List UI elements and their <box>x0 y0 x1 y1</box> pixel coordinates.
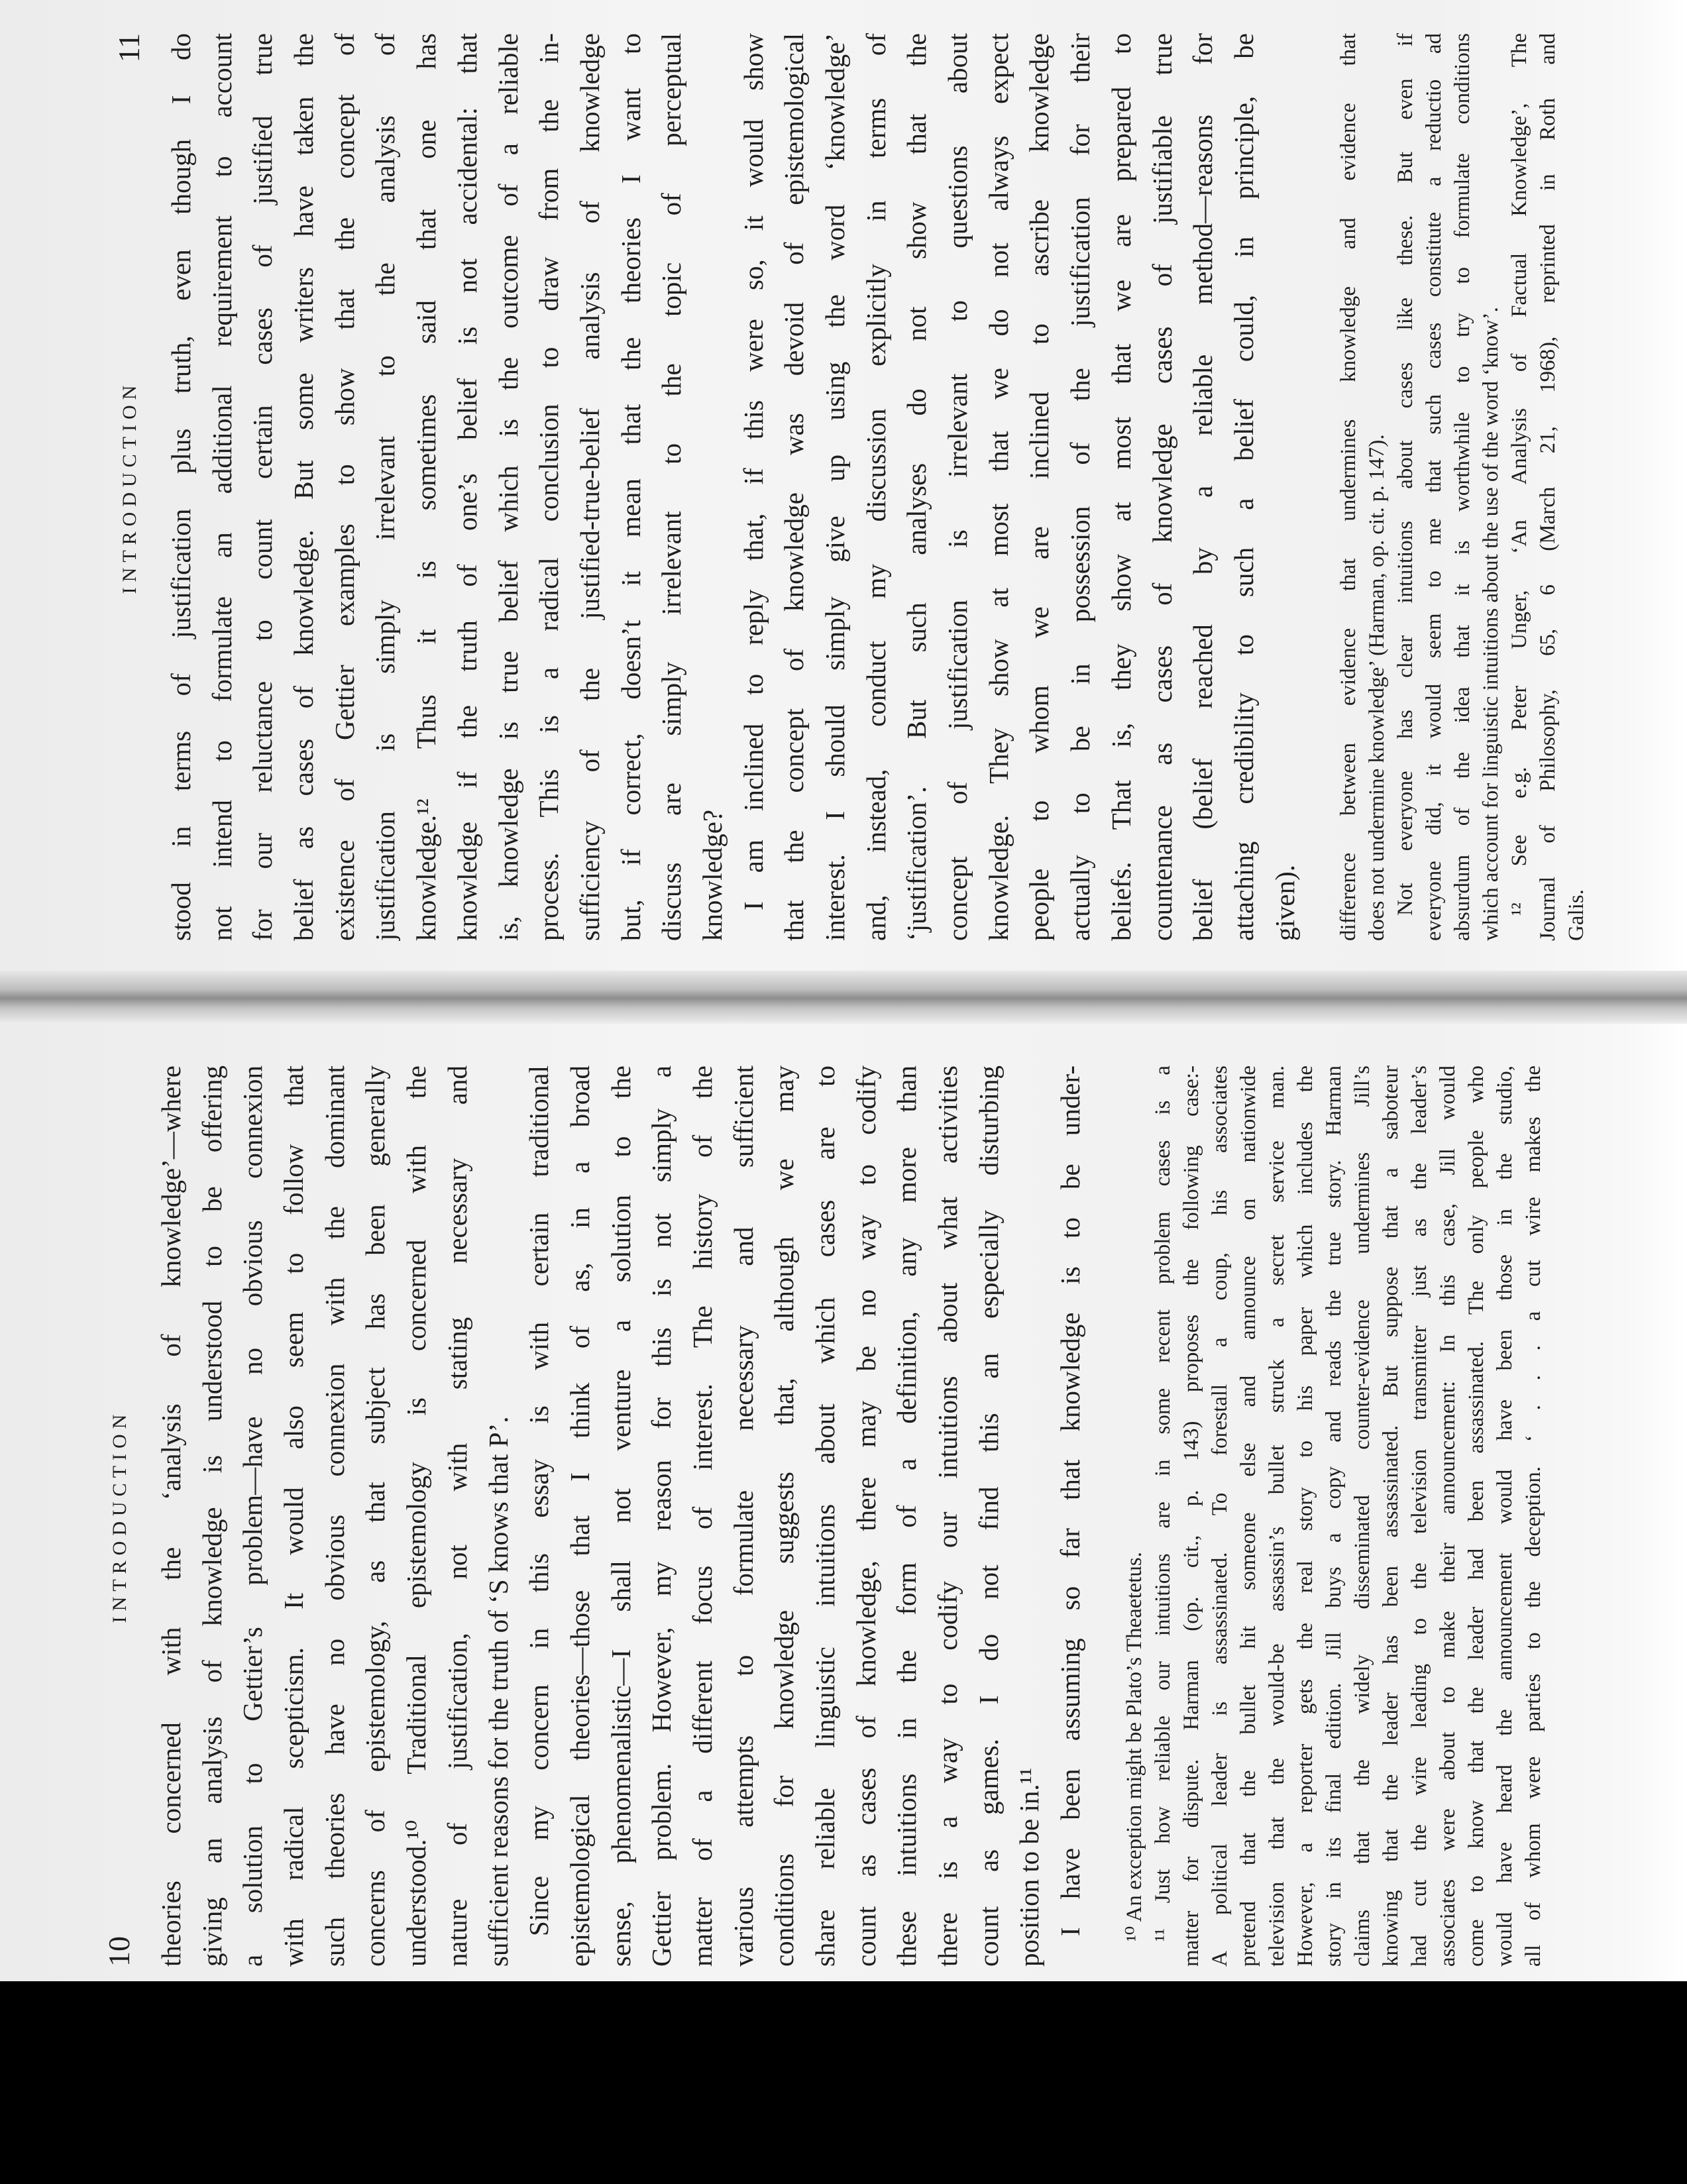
footnote-line: However, a reporter gets the real story to his paper which includes the <box>1293 1065 1317 1967</box>
text-line: people to whom we are inclined to ascribe knowledge <box>1024 33 1055 941</box>
book-gutter-shadow <box>0 971 1687 1024</box>
footnote-line: claims that the widely disseminated counter-evidence undermines Jill’s <box>1350 1065 1374 1967</box>
footnote-line: ¹² See e.g. Peter Unger, ‘An Analysis of Factual Knowledge’, The <box>1507 33 1532 916</box>
text-line: count as cases of knowledge, there may be no way to codify <box>850 1065 881 1967</box>
running-head-title: INTRODUCTION <box>109 1409 131 1623</box>
text-line: ‘justification’. But such analyses do not show that the <box>901 33 932 941</box>
text-line: belief as cases of knowledge. But some writers have taken the <box>288 33 319 941</box>
text-line: interest. I should simply give up using the word ‘knowledge’ <box>820 33 850 941</box>
text-line: I have been assuming so far that knowledge is to be under- <box>1055 1065 1086 1936</box>
text-line: concerns of epistemology, as that subject has been generally <box>360 1065 391 1967</box>
text-line: with radical scepticism. It would also seem to follow that <box>278 1065 309 1967</box>
footnote-line: story in its final edition. Jill buys a copy and reads the true story. Harman <box>1321 1065 1346 1967</box>
left-page <box>99 1065 1548 1967</box>
footnote-line: which account for linguistic intuitions about the use of the word ‘know’. <box>1479 307 1503 941</box>
text-line: various attempts to formulate necessary and sufficient <box>728 1065 759 1967</box>
footnote-line: come to know that the leader had been assassinated. The only people who <box>1464 1065 1488 1967</box>
text-line: beliefs. That is, they show at most that we are prepared to <box>1105 33 1136 941</box>
footnote-line: television that the would-be assassin’s bullet struck a secret service man. <box>1264 1065 1289 1967</box>
footnotes <box>1120 1065 1548 1967</box>
text-line: nature of justification, not with stating necessary and <box>441 1065 472 1967</box>
text-line: actually to be in possession of the justification for their <box>1065 33 1096 941</box>
text-line: existence of Gettier examples to show that the concept of <box>329 33 360 941</box>
footnote-line: all of whom were parties to the deception. ‘ . . . a cut wire makes the <box>1521 1065 1545 1967</box>
text-line: sense, phenomenalistic—I shall not venture a solution to the <box>605 1065 636 1967</box>
text-line: matter of a different focus of interest. The history of the <box>686 1065 718 1967</box>
text-line: concept of justification is irrelevant to questions about <box>942 33 973 941</box>
footnote-line: does not undermine knowledge’ (Harman, op. cit. p. 147). <box>1365 434 1389 941</box>
text-line: knowledge if the truth of one’s belief is not accidental: that <box>451 33 482 941</box>
text-line: not intend to formulate an additional requirement to account <box>206 33 237 941</box>
text-line: Since my concern in this essay is with certain traditional <box>523 1065 555 1936</box>
footnote-line: difference between evidence that undermines knowledge and evidence that <box>1336 33 1361 941</box>
text-line: conditions for knowledge suggests that, although we may <box>769 1065 800 1967</box>
text-line: attaching credibility to such a belief could, in principle, be <box>1228 33 1259 941</box>
text-line: knowledge. They show at most that we do not always expect <box>983 33 1014 941</box>
running-head-title: INTRODUCTION <box>119 380 140 594</box>
text-line: discuss are simply irrelevant to the topic of perceptual <box>656 33 687 941</box>
text-line: I am inclined to reply that, if this were so, it would show <box>737 33 769 910</box>
running-header <box>99 1065 139 1967</box>
text-line: a solution to Gettier’s problem—have no obvious connexion <box>237 1065 268 1967</box>
body-text <box>151 1065 1091 1967</box>
footnote-line: absurdum of the idea that it is worthwhile to try to formulate conditions <box>1450 33 1475 941</box>
text-line: justification is simply irrelevant to the analysis of <box>370 33 401 941</box>
text-line: sufficient reasons for the truth of ‘S knows that P’. <box>482 1416 514 1967</box>
text-line: stood in terms of justification plus truth, even though I do <box>166 33 196 941</box>
page-number: 10 <box>102 1936 136 1967</box>
footnote-line: Not everyone has clear intuitions about cases like these. But even if <box>1393 33 1418 916</box>
text-line: theories concerned with the ‘analysis of knowledge’—where <box>156 1065 186 1967</box>
footnote-line: A political leader is assassinated. To forestall a coup, his associates <box>1207 1065 1232 1967</box>
footnote-line: everyone did, it would seem to me that such cases constitute a reductio ad <box>1422 33 1446 941</box>
footnote-line: ¹¹ Just how reliable our intuitions are in some recent problem cases is a <box>1150 1065 1175 1941</box>
text-line: position to be in.¹¹ <box>1014 1767 1045 1967</box>
text-line: there is a way to codify our intuitions about what activities <box>932 1065 963 1967</box>
text-line: giving an analysis of knowledge is understood to be offering <box>196 1065 227 1967</box>
text-line: is, knowledge is true belief which is the outcome of a reliable <box>492 33 523 941</box>
text-line: sufficiency of the justified-true-belief analysis of knowledge <box>574 33 605 941</box>
footnote-line: pretend that the bullet hit someone else and announce on nationwide <box>1236 1065 1260 1967</box>
text-line: for our reluctance to count certain cases of justified true <box>247 33 278 941</box>
text-line: epistemological theories—those that I think of as, in a broad <box>564 1065 595 1967</box>
text-line: that the concept of knowledge was devoid of epistemological <box>779 33 810 941</box>
footnote-separator <box>1091 1065 1120 1967</box>
text-line: such theories have no obvious connexion with the dominant <box>319 1065 350 1967</box>
footnotes <box>1334 33 1591 941</box>
text-line: and, instead, conduct my discussion explicitly in terms of <box>860 33 891 941</box>
text-line: given). <box>1269 865 1300 941</box>
footnote-separator <box>1305 33 1334 941</box>
text-line: process. This is a radical conclusion to draw from the in- <box>533 33 565 941</box>
text-line: but, if correct, doesn’t it mean that the theories I want to <box>615 33 646 941</box>
text-line: share reliable linguistic intuitions about which cases are to <box>810 1065 840 1967</box>
footnote-line: knowing that the leader has been assassinated. But suppose that a saboteur <box>1378 1065 1403 1967</box>
footnote-line: ¹⁰ An exception might be Plato’s Theaetetus. <box>1122 1552 1146 1941</box>
footnote-line: had cut the wire leading to the television transmitter just as the leader’s <box>1407 1065 1431 1967</box>
footnote-line: matter for dispute. Harman (op. cit., p. 143) proposes the following case:- <box>1179 1065 1203 1967</box>
text-line: count as games. I do not find this an especially disturbing <box>973 1065 1004 1967</box>
text-line: Gettier problem. However, my reason for this is not simply a <box>646 1065 677 1967</box>
text-line: these intuitions in the form of a definition, any more than <box>891 1065 922 1967</box>
footnote-line: Galis. <box>1564 889 1589 941</box>
text-line: knowledge.¹² Thus it is sometimes said that one has <box>411 33 442 941</box>
text-line: understood.¹⁰ Traditional epistemology is concerned with the <box>401 1065 432 1967</box>
running-header <box>109 33 149 941</box>
body-text <box>161 33 1305 941</box>
footnote-line: would have heard the announcement would have been those in the studio, <box>1492 1065 1517 1967</box>
page-number: 11 <box>112 33 146 63</box>
footnote-line: associates were about to make their announcement: In this case, Jill would <box>1435 1065 1460 1967</box>
text-line: belief (belief reached by a reliable method—reasons for <box>1187 33 1219 941</box>
text-line: countenance as cases of knowledge cases of justifiable true <box>1146 33 1177 941</box>
right-page <box>109 33 1591 941</box>
footnote-line: Journal of Philosophy, 65, 6 (March 21, 1968), reprinted in Roth and <box>1536 33 1560 941</box>
text-line: knowledge? <box>696 809 728 941</box>
